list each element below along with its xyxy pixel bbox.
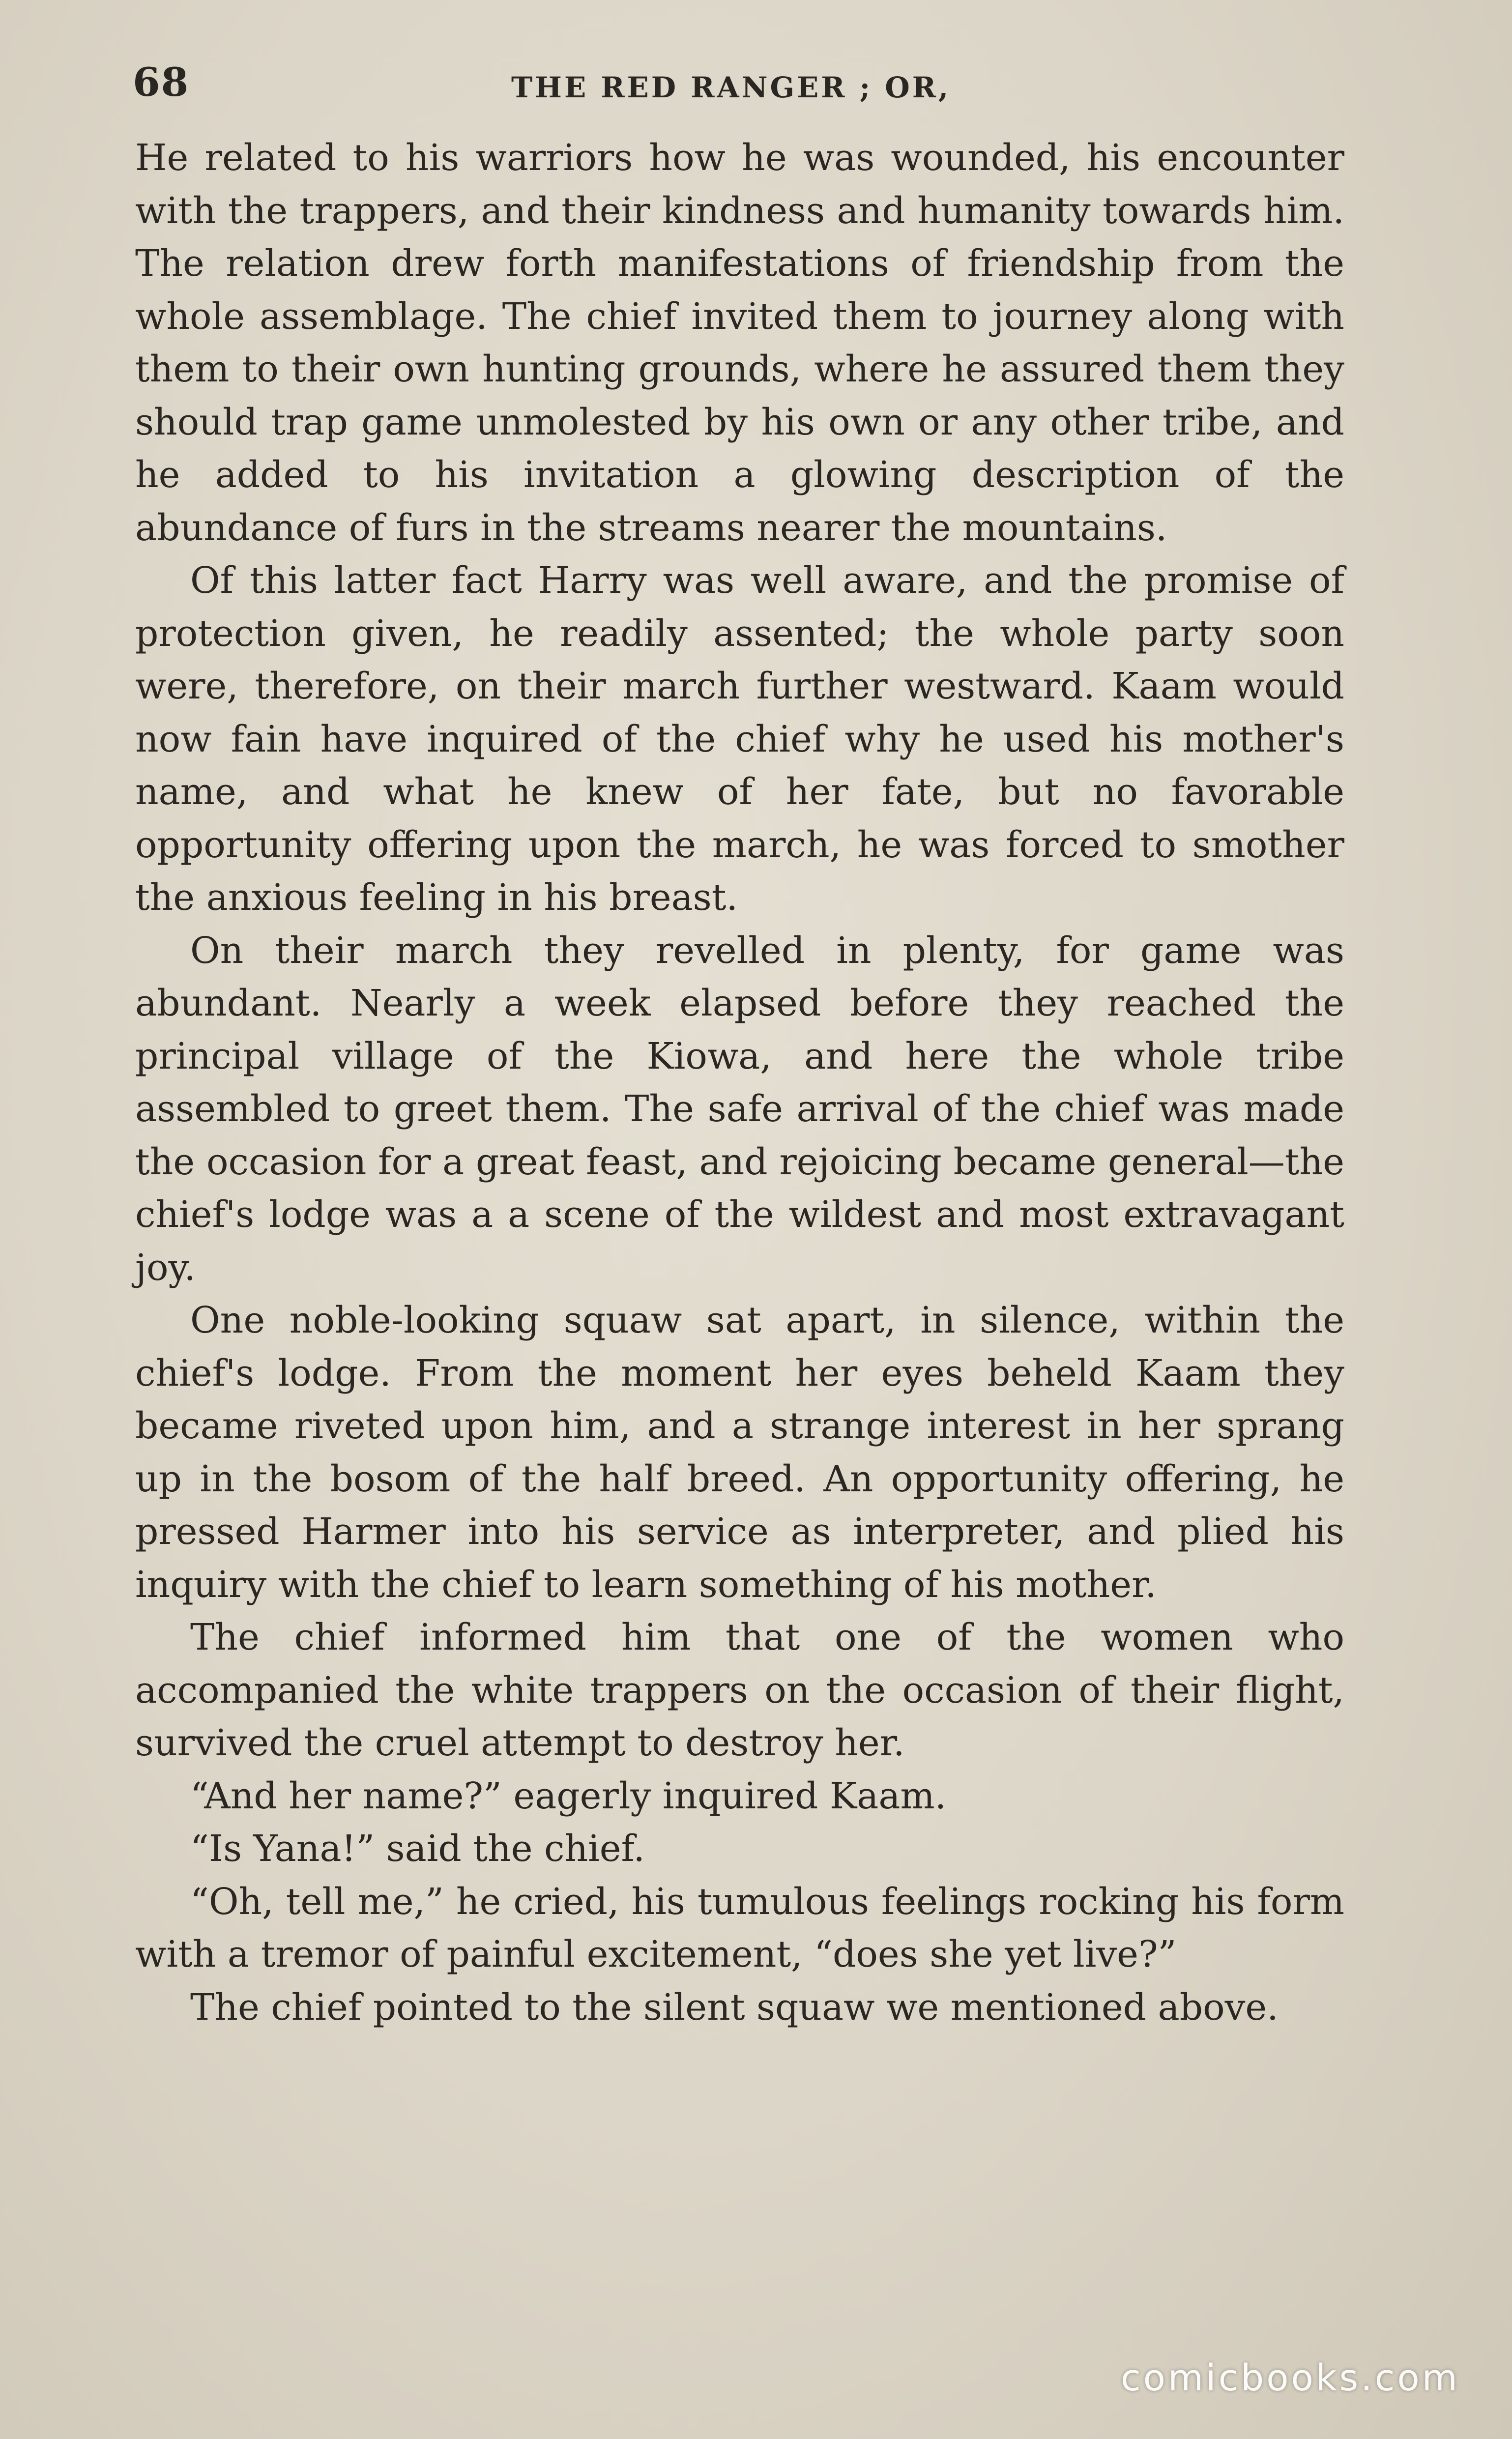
dialogue-line-1: “And her name?” eagerly inquired Kaam.: [190, 1774, 947, 1817]
running-head: THE RED RANGER ; OR,: [511, 71, 951, 104]
paragraph-4: One noble-looking squaw sat apart, in silence, within the chief's lodge. From the moment her eyes beheld Kaam they became riveted upon him, and a strange interest in her sprang up in the bosom of the half breed. An opportunity offering, he pressed Harmer into his service as interpreter, and plied his inquiry with the chief to learn something of his mother.: [135, 1299, 1344, 1606]
paragraph-3: On their march they revelled in plenty, for game was abundant. Nearly a week elapsed before they reached the principal village of the Kiowa, and here the whole tribe assembled to greet them. The safe arrival of the chief was made the occasion for a great feast, and rejoicing became general—the chief's lodge was a a scene of the wildest and most extravagant joy.: [135, 929, 1344, 1289]
page-number: 68: [133, 59, 190, 105]
dialogue-line-3: “Oh, tell me,” he cried, his tumulous feelings rocking his form with a tremor of painful excitement, “does she yet live?”: [135, 1880, 1344, 1975]
body-text: [135, 132, 1344, 2034]
watermark: comicbooks.com: [1121, 2357, 1460, 2399]
page-header: [133, 59, 1352, 118]
dialogue-line-2: “Is Yana!” said the chief.: [190, 1828, 645, 1870]
paragraph-2: Of this latter fact Harry was well aware, and the promise of protection given, he readily assented; the whole party soon were, therefore, on their march further westward. Kaam would now fain have inquired of the chief why he used his mother's name, and what he knew of her fate, but no favorable opportunity offering upon the march, he was forced to smother the anxious feeling in his breast.: [135, 559, 1344, 919]
paragraph-final: The chief pointed to the silent squaw we mentioned above.: [190, 1986, 1279, 2029]
paragraph-5: The chief informed him that one of the women who accompanied the white trappers on the occasion of their flight, survived the cruel attempt to destroy her.: [135, 1616, 1344, 1764]
paragraph-1: He related to his warriors how he was wounded, his encounter with the trappers, and their kindness and humanity towards him. The relation drew forth manifestations of friendship from the whole assemblage. The chief invited them to journey along with them to their own hunting grounds, where he assured them they should trap game unmolested by his own or any other tribe, and he added to his invitation a glowing description of the abundance of furs in the streams nearer the mountains.: [135, 137, 1344, 549]
